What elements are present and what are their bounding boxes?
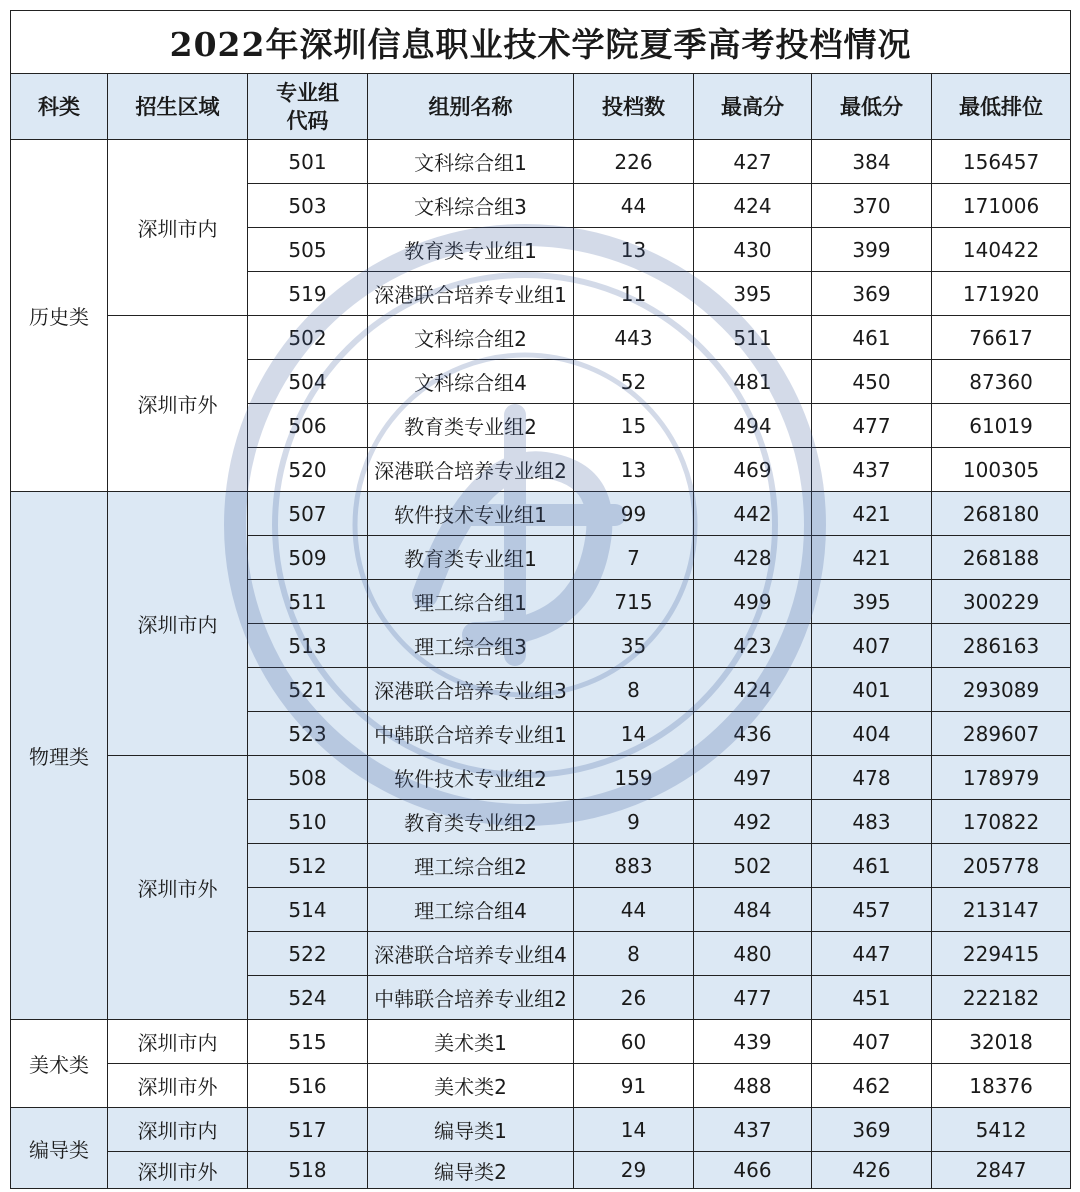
group-name-cell: 教育类专业组2 (368, 800, 574, 844)
group-name-cell: 中韩联合培养专业组1 (368, 712, 574, 756)
min-rank-cell: 205778 (932, 844, 1071, 888)
group-name-cell: 美术类1 (368, 1020, 574, 1064)
region-cell: 深圳市外 (108, 316, 248, 492)
min-rank-cell: 170822 (932, 800, 1071, 844)
admitted-cell: 52 (574, 360, 694, 404)
region-cell: 深圳市内 (108, 1020, 248, 1064)
min-score-cell: 384 (812, 140, 932, 184)
code-cell: 511 (248, 580, 368, 624)
group-name-cell: 教育类专业组1 (368, 536, 574, 580)
code-cell: 518 (248, 1152, 368, 1189)
group-name-cell: 文科综合组1 (368, 140, 574, 184)
min-score-cell: 404 (812, 712, 932, 756)
min-score-cell: 477 (812, 404, 932, 448)
min-rank-cell: 171920 (932, 272, 1071, 316)
region-cell: 深圳市内 (108, 492, 248, 756)
max-score-cell: 395 (694, 272, 812, 316)
min-rank-cell: 140422 (932, 228, 1071, 272)
min-rank-cell: 171006 (932, 184, 1071, 228)
admitted-cell: 13 (574, 228, 694, 272)
min-rank-cell: 289607 (932, 712, 1071, 756)
min-score-cell: 369 (812, 272, 932, 316)
admitted-cell: 715 (574, 580, 694, 624)
code-cell: 514 (248, 888, 368, 932)
region-cell: 深圳市内 (108, 140, 248, 316)
admitted-cell: 14 (574, 712, 694, 756)
min-rank-cell: 156457 (932, 140, 1071, 184)
min-rank-cell: 268180 (932, 492, 1071, 536)
table-row (11, 140, 1071, 184)
code-cell: 502 (248, 316, 368, 360)
code-cell: 510 (248, 800, 368, 844)
header-admitted: 投档数 (574, 74, 694, 140)
admission-table (10, 10, 1071, 1189)
header-region: 招生区域 (108, 74, 248, 140)
max-score-cell: 511 (694, 316, 812, 360)
max-score-cell: 437 (694, 1108, 812, 1152)
min-rank-cell: 100305 (932, 448, 1071, 492)
group-name-cell: 美术类2 (368, 1064, 574, 1108)
code-cell: 523 (248, 712, 368, 756)
admitted-cell: 29 (574, 1152, 694, 1189)
admitted-cell: 159 (574, 756, 694, 800)
code-cell: 522 (248, 932, 368, 976)
group-name-cell: 深港联合培养专业组2 (368, 448, 574, 492)
admitted-cell: 35 (574, 624, 694, 668)
min-score-cell: 395 (812, 580, 932, 624)
min-rank-cell: 76617 (932, 316, 1071, 360)
admitted-cell: 883 (574, 844, 694, 888)
code-cell: 513 (248, 624, 368, 668)
group-name-cell: 软件技术专业组1 (368, 492, 574, 536)
code-cell: 504 (248, 360, 368, 404)
admitted-cell: 9 (574, 800, 694, 844)
max-score-cell: 442 (694, 492, 812, 536)
table-row (11, 492, 1071, 536)
admitted-cell: 226 (574, 140, 694, 184)
admitted-cell: 8 (574, 932, 694, 976)
max-score-cell: 481 (694, 360, 812, 404)
max-score-cell: 430 (694, 228, 812, 272)
admitted-cell: 44 (574, 184, 694, 228)
region-cell: 深圳市外 (108, 1064, 248, 1108)
admitted-cell: 15 (574, 404, 694, 448)
code-cell: 503 (248, 184, 368, 228)
min-rank-cell: 293089 (932, 668, 1071, 712)
code-cell: 512 (248, 844, 368, 888)
min-rank-cell: 213147 (932, 888, 1071, 932)
group-name-cell: 教育类专业组1 (368, 228, 574, 272)
min-score-cell: 421 (812, 492, 932, 536)
max-score-cell: 480 (694, 932, 812, 976)
group-name-cell: 理工综合组2 (368, 844, 574, 888)
min-rank-cell: 32018 (932, 1020, 1071, 1064)
admitted-cell: 99 (574, 492, 694, 536)
min-score-cell: 461 (812, 316, 932, 360)
max-score-cell: 494 (694, 404, 812, 448)
min-score-cell: 421 (812, 536, 932, 580)
header-min-rank: 最低排位 (932, 74, 1071, 140)
max-score-cell: 484 (694, 888, 812, 932)
max-score-cell: 439 (694, 1020, 812, 1064)
min-rank-cell: 222182 (932, 976, 1071, 1020)
code-cell: 520 (248, 448, 368, 492)
code-cell: 515 (248, 1020, 368, 1064)
max-score-cell: 477 (694, 976, 812, 1020)
min-score-cell: 447 (812, 932, 932, 976)
max-score-cell: 502 (694, 844, 812, 888)
max-score-cell: 427 (694, 140, 812, 184)
table-row (11, 1064, 1071, 1108)
table-row (11, 316, 1071, 360)
min-score-cell: 407 (812, 624, 932, 668)
group-name-cell: 理工综合组4 (368, 888, 574, 932)
min-rank-cell: 87360 (932, 360, 1071, 404)
min-score-cell: 369 (812, 1108, 932, 1152)
code-cell: 505 (248, 228, 368, 272)
group-name-cell: 文科综合组2 (368, 316, 574, 360)
header-max-score: 最高分 (694, 74, 812, 140)
group-name-cell: 软件技术专业组2 (368, 756, 574, 800)
region-cell: 深圳市内 (108, 1108, 248, 1152)
group-name-cell: 文科综合组3 (368, 184, 574, 228)
min-rank-cell: 178979 (932, 756, 1071, 800)
group-name-cell: 理工综合组1 (368, 580, 574, 624)
group-name-cell: 深港联合培养专业组1 (368, 272, 574, 316)
min-score-cell: 483 (812, 800, 932, 844)
code-cell: 507 (248, 492, 368, 536)
min-rank-cell: 268188 (932, 536, 1071, 580)
min-rank-cell: 229415 (932, 932, 1071, 976)
admitted-cell: 26 (574, 976, 694, 1020)
max-score-cell: 424 (694, 184, 812, 228)
admitted-cell: 44 (574, 888, 694, 932)
max-score-cell: 466 (694, 1152, 812, 1189)
group-name-cell: 深港联合培养专业组4 (368, 932, 574, 976)
max-score-cell: 488 (694, 1064, 812, 1108)
code-cell: 508 (248, 756, 368, 800)
code-cell: 519 (248, 272, 368, 316)
header-row (11, 74, 1071, 140)
table-row (11, 1108, 1071, 1152)
code-cell: 501 (248, 140, 368, 184)
header-group-name: 组别名称 (368, 74, 574, 140)
min-score-cell: 426 (812, 1152, 932, 1189)
code-cell: 516 (248, 1064, 368, 1108)
min-rank-cell: 286163 (932, 624, 1071, 668)
region-cell: 深圳市外 (108, 756, 248, 1020)
min-score-cell: 450 (812, 360, 932, 404)
table-row (11, 1152, 1071, 1189)
min-rank-cell: 18376 (932, 1064, 1071, 1108)
max-score-cell: 469 (694, 448, 812, 492)
min-rank-cell: 2847 (932, 1152, 1071, 1189)
header-category: 科类 (11, 74, 108, 140)
min-score-cell: 457 (812, 888, 932, 932)
admitted-cell: 14 (574, 1108, 694, 1152)
max-score-cell: 499 (694, 580, 812, 624)
code-cell: 506 (248, 404, 368, 448)
category-cell: 编导类 (11, 1108, 108, 1189)
min-score-cell: 451 (812, 976, 932, 1020)
min-score-cell: 437 (812, 448, 932, 492)
min-score-cell: 461 (812, 844, 932, 888)
max-score-cell: 497 (694, 756, 812, 800)
max-score-cell: 423 (694, 624, 812, 668)
max-score-cell: 492 (694, 800, 812, 844)
group-name-cell: 理工综合组3 (368, 624, 574, 668)
min-score-cell: 462 (812, 1064, 932, 1108)
min-rank-cell: 5412 (932, 1108, 1071, 1152)
group-name-cell: 教育类专业组2 (368, 404, 574, 448)
code-cell: 524 (248, 976, 368, 1020)
admitted-cell: 8 (574, 668, 694, 712)
table-row (11, 756, 1071, 800)
category-cell: 物理类 (11, 492, 108, 1020)
header-code-line2: 代码 (286, 108, 329, 133)
admitted-cell: 91 (574, 1064, 694, 1108)
group-name-cell: 文科综合组4 (368, 360, 574, 404)
code-cell: 517 (248, 1108, 368, 1152)
min-score-cell: 401 (812, 668, 932, 712)
min-rank-cell: 300229 (932, 580, 1071, 624)
category-cell: 美术类 (11, 1020, 108, 1108)
code-cell: 509 (248, 536, 368, 580)
admitted-cell: 7 (574, 536, 694, 580)
max-score-cell: 436 (694, 712, 812, 756)
table-body (11, 140, 1071, 1189)
group-name-cell: 编导类2 (368, 1152, 574, 1189)
group-name-cell: 深港联合培养专业组3 (368, 668, 574, 712)
min-score-cell: 407 (812, 1020, 932, 1064)
group-name-cell: 中韩联合培养专业组2 (368, 976, 574, 1020)
group-name-cell: 编导类1 (368, 1108, 574, 1152)
header-min-score: 最低分 (812, 74, 932, 140)
admitted-cell: 11 (574, 272, 694, 316)
min-rank-cell: 61019 (932, 404, 1071, 448)
header-code (248, 74, 368, 140)
max-score-cell: 428 (694, 536, 812, 580)
admitted-cell: 13 (574, 448, 694, 492)
admitted-cell: 60 (574, 1020, 694, 1064)
min-score-cell: 399 (812, 228, 932, 272)
code-cell: 521 (248, 668, 368, 712)
max-score-cell: 424 (694, 668, 812, 712)
admission-table-wrapper (10, 10, 1070, 1189)
table-title: 2022年深圳信息职业技术学院夏季高考投档情况 (11, 11, 1071, 74)
min-score-cell: 370 (812, 184, 932, 228)
header-code-line1: 专业组 (276, 80, 339, 105)
table-row (11, 1020, 1071, 1064)
category-cell: 历史类 (11, 140, 108, 492)
admitted-cell: 443 (574, 316, 694, 360)
min-score-cell: 478 (812, 756, 932, 800)
region-cell: 深圳市外 (108, 1152, 248, 1189)
